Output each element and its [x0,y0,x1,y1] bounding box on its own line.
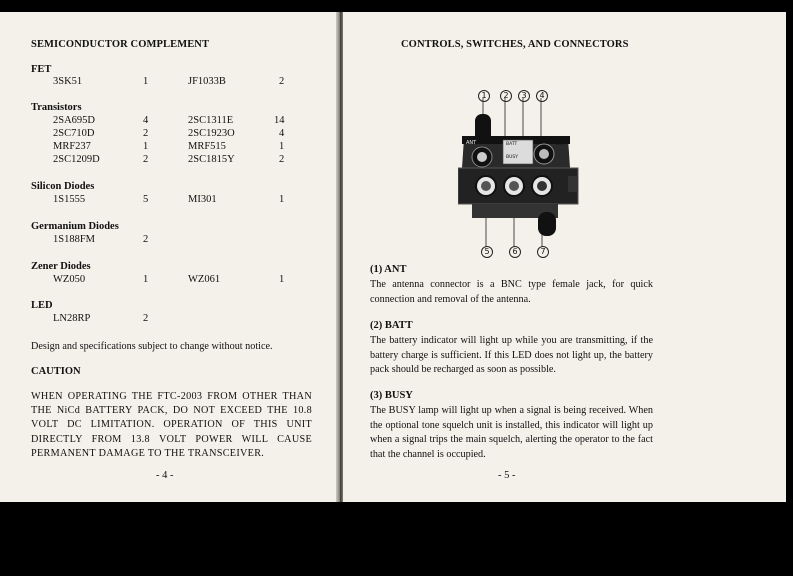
part-qty: 1 [143,141,149,152]
section-batt-heading: (2) BATT [370,320,413,331]
section-ant-heading: (1) ANT [370,264,407,275]
part-name: 2SA695D [53,115,96,126]
page-number-right: - 5 - [498,470,516,481]
part-qty: 2 [143,313,149,324]
part-name: 1S1555 [53,194,86,205]
ch-label: CH [556,141,564,147]
part-name: WZ061 [188,274,221,285]
part-name: MI301 [188,194,217,205]
callout-4: 4 [536,90,548,102]
callout-6: 6 [509,246,521,258]
page-title-controls: CONTROLS, SWITCHES, AND CONNECTORS [401,39,629,50]
caution-text: WHEN OPERATING THE FTC-2003 FROM OTHER THAN THE NiCd BATTERY PACK, DO NOT EXCEED THE 10.8 VOLT DC LIMITATION. OPERATION OF THIS UNIT DIRECTLY FROM 13.8 VOLT POWER WILL CAUSE PERMANENT DAMAGE TO THE TRANSCEIVER. [31,391,312,459]
busy-label: BUSY [506,155,518,160]
callout-2: 2 [500,90,512,102]
group-transistors-heading: Transistors [31,102,82,113]
part-qty: 1 [279,274,285,285]
part-qty: 5 [143,194,149,205]
page-number-left: - 4 - [156,470,174,481]
part-name: 1S188FM [53,234,96,245]
spec-change-note: Design and specifications subject to change without notice. [31,341,273,352]
part-qty: 4 [279,128,285,139]
part-qty: 2 [143,128,149,139]
group-silicon-diodes-heading: Silicon Diodes [31,181,95,192]
part-qty: 1 [143,274,149,285]
ant-label: ANT [466,140,477,146]
c-label: C [535,141,539,146]
part-qty: 1 [279,194,285,205]
part-name: 2SC1923O [188,128,235,139]
group-germanium-diodes-heading: Germanium Diodes [31,221,119,232]
group-fet-heading: FET [31,64,52,75]
part-qty: 14 [274,115,285,126]
part-name: 3SK51 [53,76,83,87]
callout-5: 5 [481,246,493,258]
batt-label: BATT [506,142,518,147]
section-batt-body: The battery indicator will light up while you are transmitting, if the battery charge is sufficient. If this LED does not light up, the battery pack should be recharged as soon as possible. [370,335,653,375]
callout-7: 7 [537,246,549,258]
part-qty: 1 [143,76,149,87]
part-name: LN28RP [53,313,91,324]
section-busy-heading: (3) BUSY [370,390,413,401]
page-title-semiconductor: SEMICONDUCTOR COMPLEMENT [31,39,210,50]
part-qty: 4 [143,115,149,126]
part-name: WZ050 [53,274,86,285]
part-qty: 1 [279,141,285,152]
part-name: MRF237 [53,141,91,152]
section-busy-body: The BUSY lamp will light up when a signal is being received. When the optional tone squelch unit is installed, this indicator will light up when a signal trips the main squelch, alerting the operator to the fact that the channel is occupied. [370,405,653,460]
part-qty: 2 [279,76,285,87]
radio-top-panel-illustration [458,72,678,257]
caution-heading: CAUTION [31,366,81,377]
part-qty: 2 [279,154,285,165]
callout-1: 1 [478,90,490,102]
part-name: 2SC710D [53,128,95,139]
group-zener-diodes-heading: Zener Diodes [31,261,91,272]
callout-3: 3 [518,90,530,102]
group-led-heading: LED [31,300,53,311]
part-name: 2SC1209D [53,154,100,165]
left-page [0,12,338,502]
radio-diagram-svg [458,72,678,257]
part-name: 2SC1815Y [188,154,235,165]
part-qty: 2 [143,234,149,245]
part-name: MRF515 [188,141,226,152]
right-page [343,12,786,502]
part-name: 2SC1311E [188,115,234,126]
part-name: JF1033B [188,76,226,87]
section-ant-body: The antenna connector is a BNC type female jack, for quick connection and removal of the antenna. [370,279,653,305]
part-qty: 2 [143,154,149,165]
